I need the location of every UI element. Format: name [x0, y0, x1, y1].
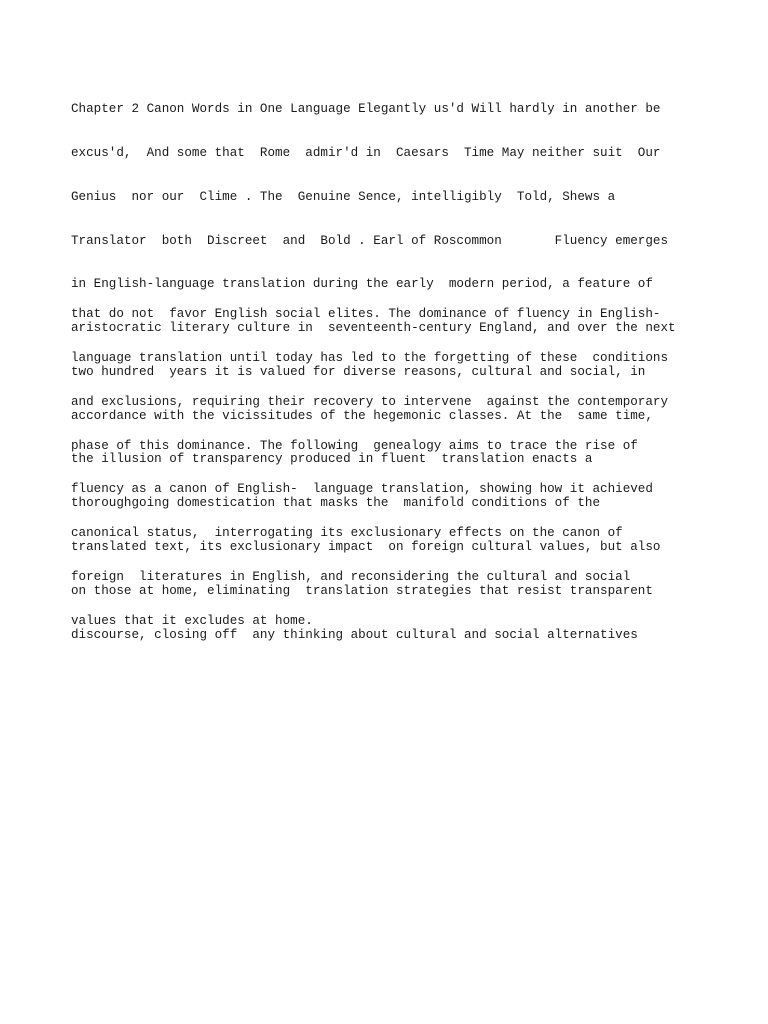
- text-line: phase of this dominance. The following genealogy aims to trace the rise of: [71, 438, 638, 453]
- text-line: fluency as a canon of English- language translation, showing how it achieved: [71, 482, 653, 497]
- text-line: that do not favor English social elites. The dominance of fluency in English-: [71, 307, 661, 322]
- text-line: on those at home, eliminating translation strategies that resist transparent: [71, 583, 653, 598]
- text-line: and exclusions, requiring their recovery to intervene against the contemporary: [71, 394, 669, 409]
- paragraph-2: [71, 278, 711, 657]
- text-line: in English-language translation during the early modern period, a feature of: [71, 277, 653, 292]
- text-line: discourse, closing off any thinking about cultural and social alternatives: [71, 627, 638, 642]
- text-line: excus'd, And some that Rome admir'd in Caesars Time May neither suit Our: [71, 145, 661, 160]
- text-line: Chapter 2 Canon Words in One Language Elegantly us'd Will hardly in another be: [71, 102, 661, 117]
- text-line: translated text, its exclusionary impact on foreign cultural values, but also: [71, 540, 661, 554]
- text-line: two hundred years it is valued for diverse reasons, cultural and social, in: [71, 364, 646, 379]
- text-line: aristocratic literary culture in seventeenth-century England, and over the next: [71, 321, 676, 336]
- text-line: canonical status, interrogating its exclusionary effects on the canon of: [71, 526, 623, 541]
- text-line: the illusion of transparency produced in fluent translation enacts a: [71, 452, 593, 467]
- text-line: accordance with the vicissitudes of the hegemonic classes. At the same time,: [71, 408, 653, 423]
- text-line: Genius nor our Clime . The Genuine Sence, intelligibly Told, Shews a: [71, 189, 616, 204]
- text-line: foreign literatures in English, and reconsidering the cultural and social: [71, 569, 631, 584]
- text-line: Translator both Discreet and Bold . Earl of Roscommon Fluency emerges: [71, 233, 669, 248]
- text-line: language translation until today has led to the forgetting of these conditions: [71, 350, 669, 365]
- text-line: values that it excludes at home.: [71, 613, 313, 628]
- text-line: thoroughgoing domestication that masks the manifold conditions of the: [71, 496, 601, 511]
